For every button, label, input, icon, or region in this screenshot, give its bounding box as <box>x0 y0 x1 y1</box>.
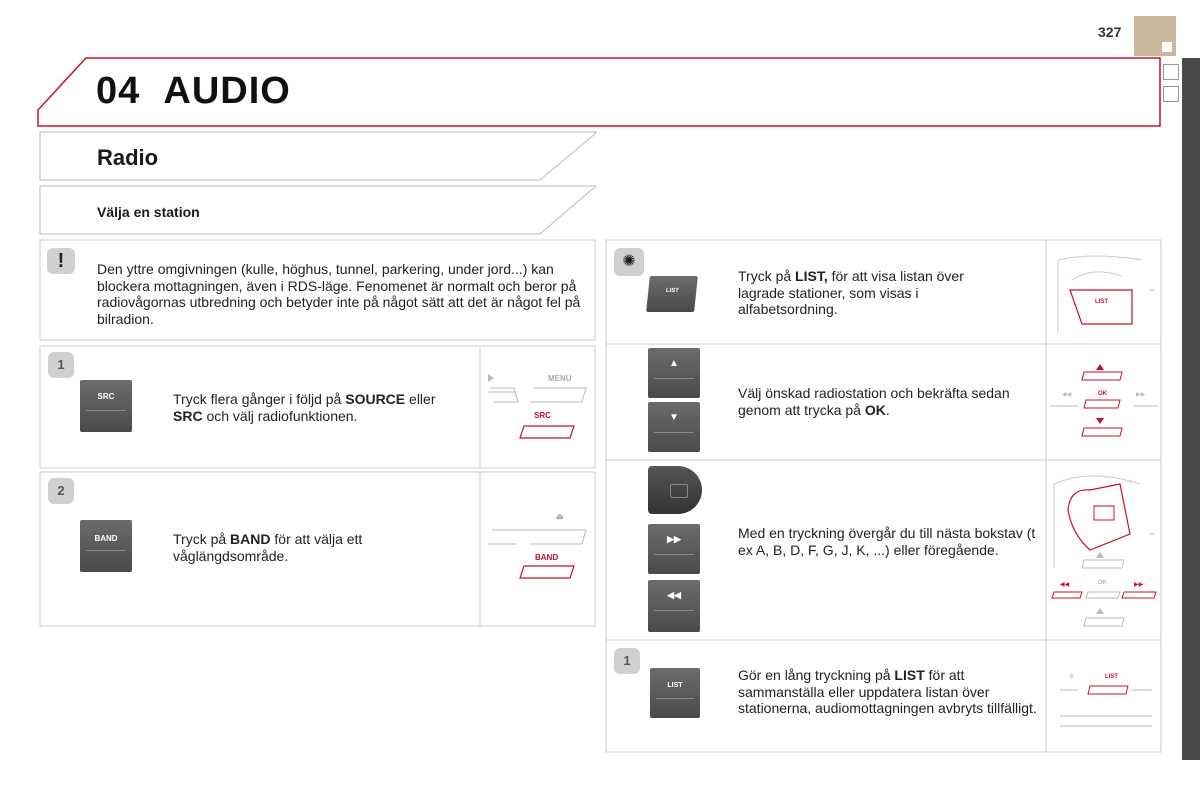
step-1-text: Tryck flera gånger i följd på SOURCE eller SRC och välj radiofunktionen. <box>173 391 436 424</box>
svg-text:◀◀: ◀◀ <box>1060 582 1070 588</box>
chapter-title <box>96 70 291 113</box>
svg-text:▶▶: ▶▶ <box>1134 582 1144 588</box>
down-arrow-button <box>648 402 700 452</box>
band-diagram <box>486 510 590 590</box>
tip-icon: ✺ <box>614 248 644 276</box>
up-arrow-icon: ▲ <box>669 358 679 369</box>
step-badge: 2 <box>48 478 74 504</box>
rewind-icon: ◀◀ <box>667 590 681 600</box>
step-badge: 1 <box>614 648 640 674</box>
src-red-label: SRC <box>534 411 551 420</box>
ok-gray-label: OK <box>1098 580 1107 586</box>
section-subtitle: Välja en station <box>97 204 200 220</box>
menu-label: MENU <box>548 374 572 383</box>
preset-6-label: 6 <box>1070 674 1074 680</box>
down-arrow-icon: ▼ <box>669 412 679 423</box>
step-badge: 1 <box>48 352 74 378</box>
eject-icon: ⏏ <box>556 512 564 521</box>
src-diagram <box>486 368 590 448</box>
fast-forward-icon: ▶▶ <box>667 534 681 544</box>
section-title: Radio <box>97 145 159 170</box>
list-long-press-text: Gör en lång tryckning på LIST för att sammanställa eller uppdatera listan över stationerna, audiomottagningen avbryts tillfälligt. <box>738 667 1037 716</box>
ok-diagram <box>1048 356 1160 440</box>
chapter-number: 04 <box>96 70 141 112</box>
warning-icon: ! <box>47 248 75 274</box>
svg-text:▶▶: ▶▶ <box>1136 392 1146 398</box>
warning-text: Den yttre omgivningen (kulle, höghus, tunnel, parkering, under jord...) kan blockera mottagningen, även i RDS-läge. Fenomenet är normalt och beror på radiovågornas utbredning och betyder inte på något sätt att det är något fel på bilradion. <box>97 261 581 327</box>
fast-forward-button <box>648 524 700 574</box>
select-step-text: Välj önskad radiostation och bekräfta sedan genom att trycka på OK. <box>738 385 1010 418</box>
up-arrow-button <box>648 348 700 398</box>
rewind-button <box>648 580 700 632</box>
svg-text:+: + <box>1128 477 1133 486</box>
steering-list-diagram <box>1052 250 1156 336</box>
steering-switch-icon <box>648 466 702 514</box>
list-long-red-label: LIST <box>1105 674 1118 680</box>
list-long-press-button: LIST <box>650 668 700 718</box>
step-2-text: Tryck på BAND för att välja ett våglängdsområde. <box>173 531 363 564</box>
ok-red-label: OK <box>1098 391 1107 397</box>
page-number: 327 <box>1098 24 1122 40</box>
src-button: SRC <box>80 380 132 432</box>
skip-step-text: Med en tryckning övergår du till nästa bokstav (t ex A, B, D, F, G, J, K, ...) eller föregående. <box>738 525 1036 558</box>
list-button: LIST <box>646 276 698 312</box>
list-red-label: LIST <box>1095 299 1108 305</box>
band-red-label: BAND <box>535 553 559 562</box>
chapter-name: AUDIO <box>163 70 291 112</box>
svg-text:◀◀: ◀◀ <box>1062 392 1072 398</box>
band-button: BAND <box>80 520 132 572</box>
skip-diagram <box>1050 464 1158 634</box>
list-step-text: Tryck på LIST, för att visa listan över lagrade stationer, som visas i alfabetsordning. <box>738 268 964 317</box>
